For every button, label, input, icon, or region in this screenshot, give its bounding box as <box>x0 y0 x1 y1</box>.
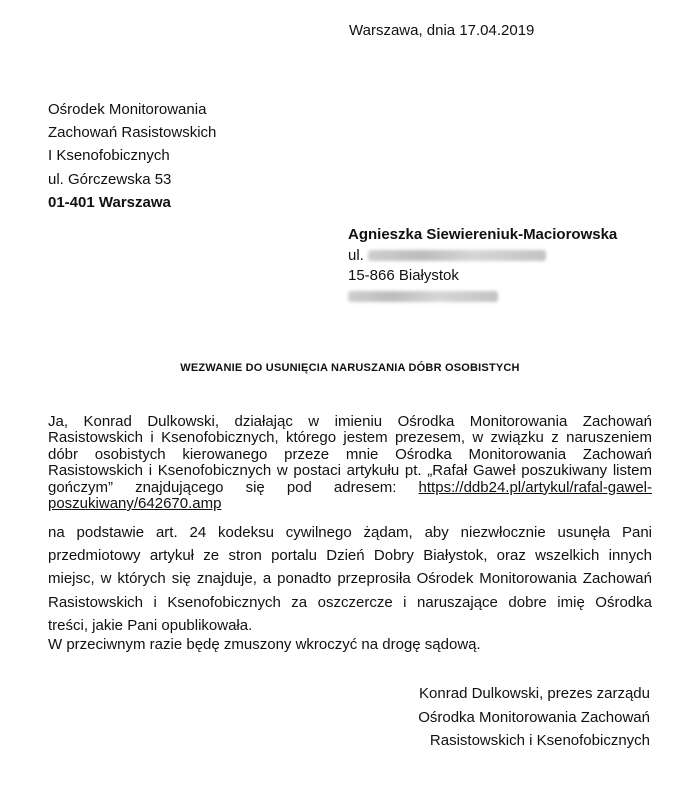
paragraph-1-line: Rasistowskich i Ksenofobicznych w postaci artykułu pt. „Rafał Gaweł poszukiwany listem <box>48 462 652 480</box>
signature-line-2: Ośrodka Monitorowania Zachowań <box>418 708 650 726</box>
letter-subject: WEZWANIE DO USUNIĘCIA NARUSZANIA DÓBR OSOBISTYCH <box>180 362 520 374</box>
addressee-name: Agnieszka Siewiereniuk-Maciorowska <box>348 226 618 243</box>
paragraph-2-line: treści, jakie Pani opublikowała. <box>48 616 253 634</box>
addressee-street <box>348 246 617 267</box>
paragraph-1-line-text: gończym” znajdującego się pod adresem: <box>48 478 397 496</box>
paragraph-1-line: Ja, Konrad Dulkowski, działając w imieniu Ośrodka Monitorowania Zachowań <box>48 413 652 430</box>
addressee-address <box>348 225 617 307</box>
letter-date: Warszawa, dnia 17.04.2019 <box>349 22 535 39</box>
recipient-address <box>48 98 216 214</box>
recipient-line-3: I Ksenofobicznych <box>48 147 170 165</box>
paragraph-2-line: miejsc, w których się znajduje, a ponadto przeprosiła Ośrodek Monitorowania Zachowań <box>48 570 652 588</box>
paragraph-1-line: Rasistowskich i Ksenofobicznych, którego jestem prezesem, w związku z naruszeniem <box>48 429 652 447</box>
article-link-part-1[interactable]: https://ddb24.pl/artykul/rafal-gawel- <box>418 478 652 496</box>
signature-block <box>418 682 650 753</box>
recipient-line-1: Ośrodek Monitorowania <box>48 101 207 118</box>
signature-line-3: Rasistowskich i Ksenofobicznych <box>429 732 650 749</box>
article-link-part-2[interactable]: poszukiwany/642670.amp <box>48 494 222 512</box>
paragraph-1-line <box>48 496 652 512</box>
addressee-redacted-line <box>348 287 617 308</box>
recipient-street: ul. Górczewska 53 <box>48 170 172 188</box>
paragraph-1-line: dóbr osobistych kierowanego przeze mnie Ośrodka Monitorowania Zachowań <box>48 445 652 463</box>
paragraph-3: W przeciwnym razie będę zmuszony wkroczyć na drogę sądową. <box>48 636 481 653</box>
redacted-line <box>348 291 498 302</box>
paragraph-1 <box>48 414 652 512</box>
recipient-line-2: Zachowań Rasistowskich <box>48 124 217 142</box>
addressee-postal-city: 15-866 Białystok <box>348 267 459 284</box>
paragraph-2-line: Rasistowskich i Ksenofobicznych za oszczercze i naruszające dobre imię Ośrodka <box>48 593 652 611</box>
paragraph-2-line: przedmiotowy artykuł ze stron portalu Dzień Dobry Białystok, oraz wszelkich innych <box>48 547 652 565</box>
signature-line-1: Konrad Dulkowski, prezes zarządu <box>419 685 650 702</box>
paragraph-1-line <box>48 480 652 496</box>
paragraph-2 <box>48 521 652 637</box>
recipient-postal-city: 01-401 Warszawa <box>48 193 171 211</box>
paragraph-2-line: na podstawie art. 24 kodeksu cywilnego żądam, aby niezwłocznie usunęła Pani <box>48 524 652 541</box>
redacted-street <box>368 250 546 261</box>
addressee-street-prefix: ul. <box>348 246 364 264</box>
